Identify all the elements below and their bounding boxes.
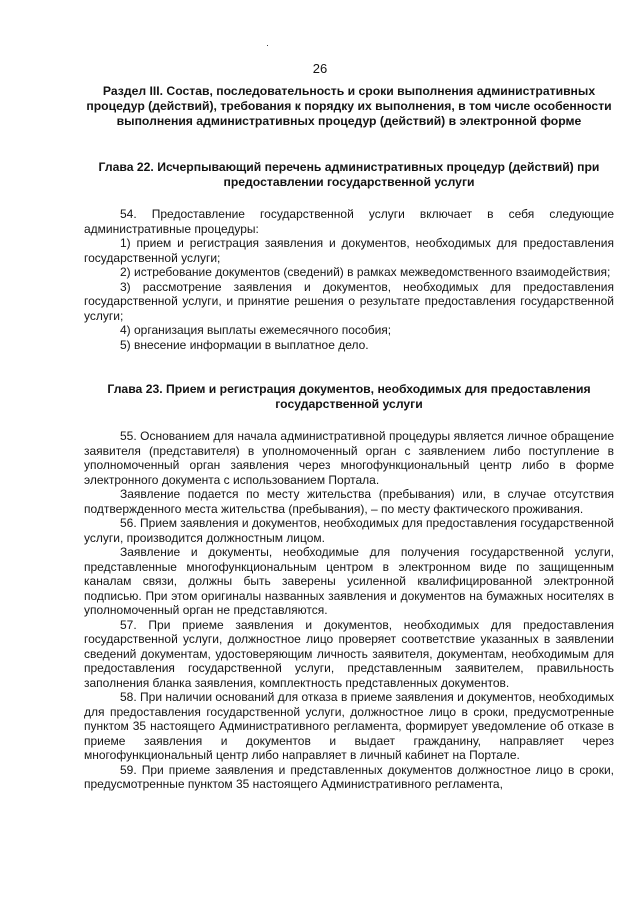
paragraph-56: 56. Прием заявления и документов, необходимых для предоставления государственной услуги, производится должностным лицом. <box>84 516 614 545</box>
section-title: Раздел III. Состав, последовательность и сроки выполнения административных процедур (действий), требования к порядку их выполнения, в том числе особенности выполнения административных процедур (действий) в электронной форме <box>86 84 612 129</box>
paragraph-59: 59. При приеме заявления и представленных документов должностное лицо в сроки, предусмотренные пунктом 35 настоящего Административного регламента, <box>84 762 614 791</box>
paragraph-54: 54. Предоставление государственной услуги включает в себя следующие административные процедуры: <box>84 207 614 236</box>
list-item-3: 3) рассмотрение заявления и документов, необходимых для предоставления государственной услуги, и принятие решения о результате предоставления государственной услуги; <box>84 279 614 323</box>
paragraph-57: 57. При приеме заявления и документов, необходимых для предоставления государственной услуги, должностное лицо проверяет соответствие указанных в заявлении сведений документам, удостоверяющим личность заявителя, документам, необходимым для предоставления государственной услуги, представленным заявителем, правильность заполнения бланка заявления, комплектность представленных документов. <box>84 617 614 690</box>
paragraph-56-electronic: Заявление и документы, необходимые для получения государственной услуги, представленные многофункциональным центром в электронном виде по защищенным каналам связи, должны быть заверены усиленной квалифицированной электронной подписью. При этом оригиналы названных заявления и документов на бумажных носителях в уполномоченный орган не представляются. <box>84 545 614 617</box>
paragraph-55: 55. Основанием для начала административной процедуры является личное обращение заявителя (представителя) в уполномоченный орган с заявлением либо поступление в уполномоченный орган заявления через многофункциональный центр либо в форме электронного документа с использованием Портала. <box>84 429 614 487</box>
chapter-23-title: Глава 23. Прием и регистрация документов, необходимых для предоставления государственной услуги <box>107 382 591 412</box>
paragraph-58: 58. При наличии оснований для отказа в приеме заявления и документов, необходимых для предоставления государственной услуги, должностное лицо в сроки, предусмотренные пунктом 35 настоящего Административного регламента, формирует уведомление об отказе в приеме заявления и документов и выдает гражданину, направляет через многофункциональный центр либо направляет в личный кабинет на Портале. <box>84 690 614 762</box>
list-item-2: 2) истребование документов (сведений) в рамках межведомственного взаимодействия; <box>120 265 611 279</box>
list-item-4: 4) организация выплаты ежемесячного пособия; <box>120 323 392 337</box>
chapter-22-title: Глава 22. Исчерпывающий перечень административных процедур (действий) при предоставлении государственной услуги <box>98 160 600 190</box>
list-item-5: 5) внесение информации в выплатное дело. <box>120 337 369 352</box>
list-item-1: 1) прием и регистрация заявления и документов, необходимых для предоставления государственной услуги; <box>84 236 614 265</box>
scan-speck: · <box>266 40 269 50</box>
chapter-23-body <box>84 429 614 792</box>
page-number: 26 <box>312 61 328 76</box>
paragraph-55-residence: Заявление подается по месту жительства (пребывания) или, в случае отсутствия подтвержденного места жительства (пребывания), – по месту фактического проживания. <box>84 487 614 516</box>
chapter-22-body <box>84 207 614 352</box>
